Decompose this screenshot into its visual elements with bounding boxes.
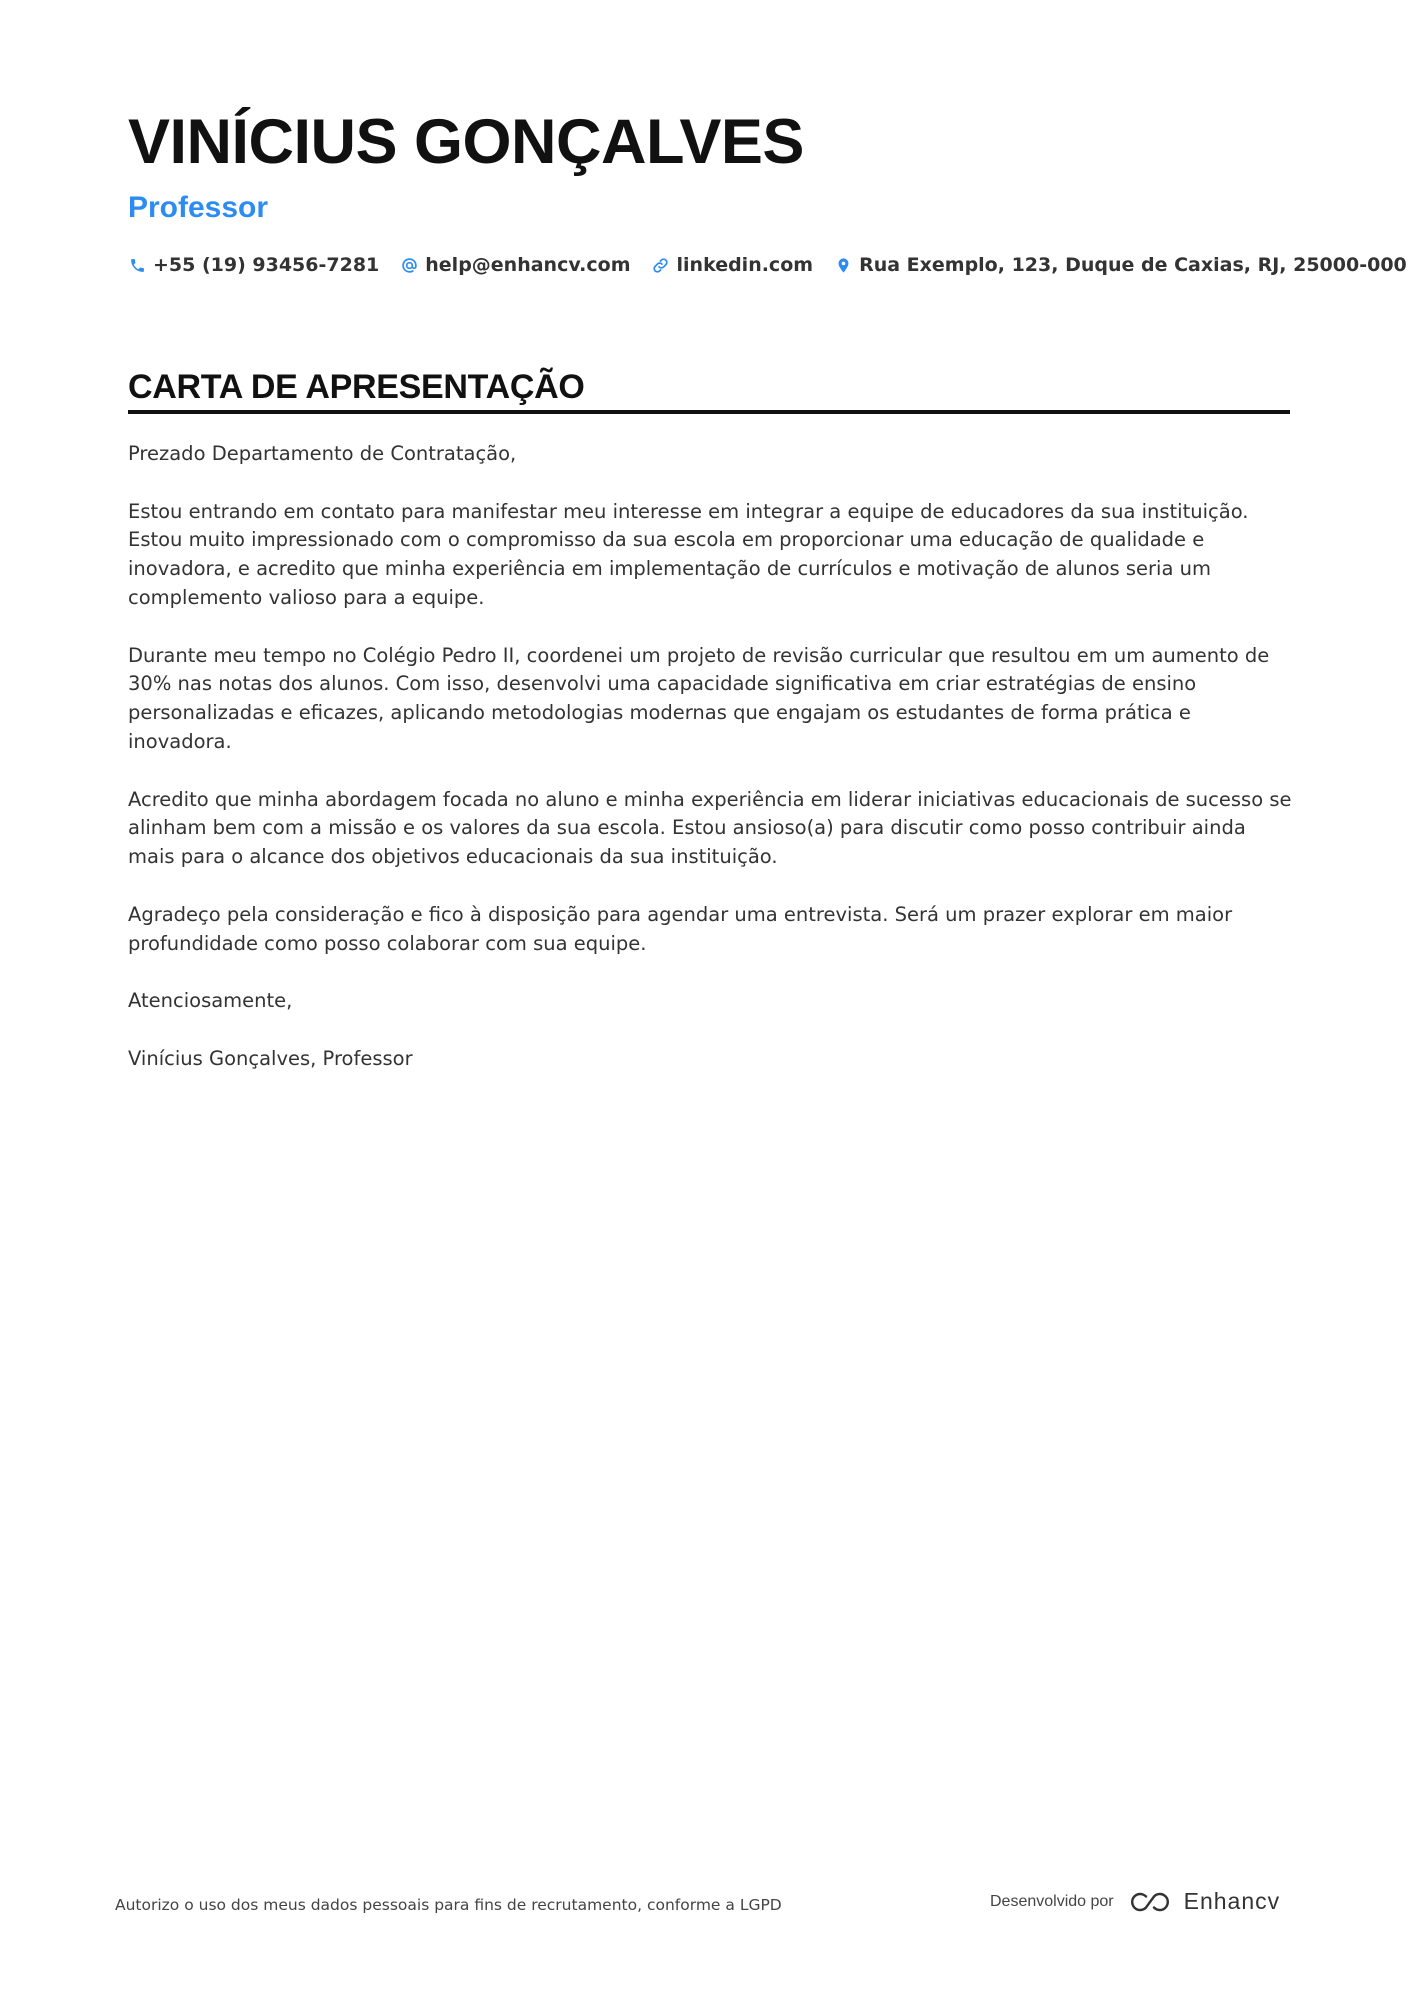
section-title: CARTA DE APRESENTAÇÃO bbox=[128, 368, 585, 406]
phone-icon bbox=[128, 256, 146, 274]
consent-note: Autorizo o uso dos meus dados pessoais para fins de recrutamento, conforme a LGPD bbox=[115, 1896, 782, 1914]
letter-paragraph: Agradeço pela consideração e fico à disposição para agendar uma entrevista. Será um prazer explorar em maior profundidade como posso colaborar com sua equipe. bbox=[128, 902, 1233, 955]
contact-email bbox=[400, 254, 630, 276]
link-icon bbox=[652, 256, 670, 274]
contact-address bbox=[834, 254, 1407, 276]
candidate-role: Professor bbox=[128, 191, 269, 224]
letter-paragraph: Estou entrando em contato para manifestar meu interesse em integrar a equipe de educadores da sua instituição. Estou muito impressionado com o compromisso da sua escola em proporcionar uma educação de qualidade e inovadora, e acredito que minha experiência em implementação de currículos e motivação de alunos seria um complemento valioso para a equipe. bbox=[128, 499, 1249, 609]
powered-by bbox=[990, 1888, 1280, 1915]
contact-phone bbox=[128, 254, 379, 276]
section-divider bbox=[128, 410, 1290, 414]
contact-bar bbox=[128, 254, 1410, 276]
at-icon bbox=[400, 256, 418, 274]
letter-signature: Vinícius Gonçalves, Professor bbox=[128, 1046, 413, 1070]
letter-closing: Atenciosamente, bbox=[128, 989, 293, 1013]
phone-text[interactable]: +55 (19) 93456-7281 bbox=[153, 254, 380, 276]
letter-paragraph: Durante meu tempo no Colégio Pedro II, coordenei um projeto de revisão curricular que resultou em um aumento de 30% nas notas dos alunos. Com isso, desenvolvi uma capacidade significativa em criar estratégias de ensino personalizadas e eficazes, aplicando metodologias modernas que engajam os estudantes de forma prática e inovadora. bbox=[128, 643, 1270, 753]
letter-greeting: Prezado Departamento de Contratação, bbox=[128, 442, 517, 465]
contact-linkedin bbox=[652, 254, 814, 276]
powered-by-label: Desenvolvido por bbox=[990, 1892, 1114, 1910]
enhancv-logo-icon[interactable] bbox=[1126, 1889, 1174, 1915]
linkedin-text[interactable]: linkedin.com bbox=[676, 254, 814, 276]
letter-paragraph: Acredito que minha abordagem focada no aluno e minha experiência em liderar iniciativas educacionais de sucesso se alinham bem com a missão e os valores da sua escola. Estou ansioso(a) para discutir como posso contribuir ainda mais para o alcance dos objetivos educacionais da sua instituição. bbox=[128, 787, 1292, 869]
enhancv-brand[interactable]: Enhancv bbox=[1183, 1888, 1281, 1914]
address-text: Rua Exemplo, 123, Duque de Caxias, RJ, 25000-000 bbox=[859, 254, 1407, 276]
email-text[interactable]: help@enhancv.com bbox=[425, 254, 631, 276]
letter-body bbox=[128, 440, 1293, 1102]
candidate-name: VINÍCIUS GONÇALVES bbox=[128, 107, 804, 177]
location-pin-icon bbox=[834, 256, 852, 274]
